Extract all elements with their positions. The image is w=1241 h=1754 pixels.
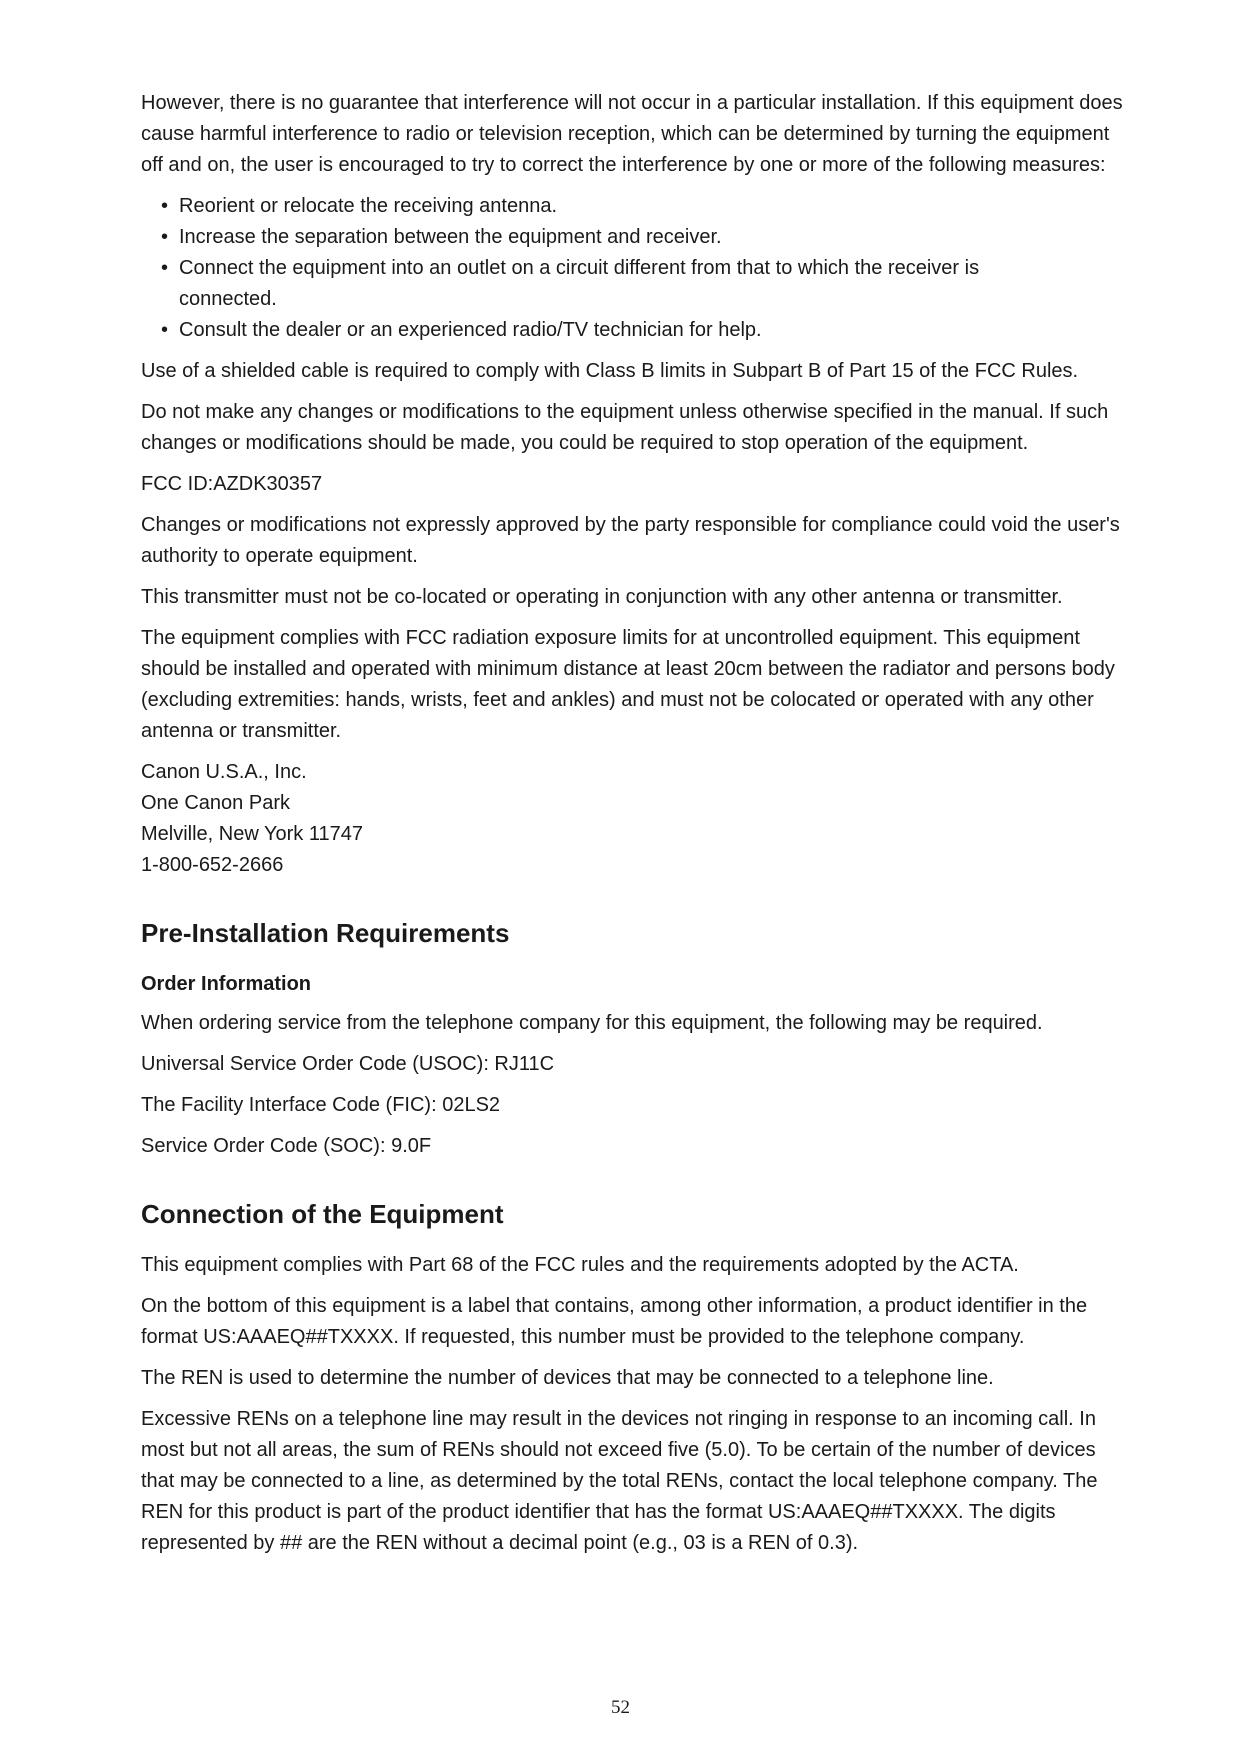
connection-heading: Connection of the Equipment bbox=[141, 1199, 504, 1229]
list-item bbox=[161, 253, 989, 315]
radiation-paragraph: The equipment complies with FCC radiation exposure limits for at uncontrolled equipment. This equipment should be installed and operated with minimum distance at least 20cm between the radiator and persons body (excluding extremities: hands, wrists, feet and ankles) and must not be colocated or operated with any other antenna or transmitter. bbox=[141, 627, 1115, 742]
label-paragraph: On the bottom of this equipment is a label that contains, among other information, a product identifier in the format US:AAAEQ##TXXXX. If requested, this number must be provided to the telephone company. bbox=[141, 1295, 1088, 1348]
part68-paragraph: This equipment complies with Part 68 of the FCC rules and the requirements adopted by the ACTA. bbox=[141, 1254, 1019, 1276]
intro-paragraph: However, there is no guarantee that interference will not occur in a particular installation. If this equipment does cause harmful interference to radio or television reception, which can be determined by turning the equipment off and on, the user is encouraged to try to correct the interference by one or more of the following measures: bbox=[141, 92, 1123, 176]
shielded-cable-paragraph: Use of a shielded cable is required to comply with Class B limits in Subpart B of Part 15 of the FCC Rules. bbox=[141, 360, 1079, 382]
void-authority-paragraph: Changes or modifications not expressly approved by the party responsible for compliance could void the user's authority to operate equipment. bbox=[141, 514, 1120, 567]
fcc-id: FCC ID:AZDK30357 bbox=[141, 473, 323, 495]
list-item bbox=[161, 222, 989, 253]
document-page bbox=[141, 88, 1126, 1569]
bullet-icon: • bbox=[161, 226, 169, 248]
address-company: Canon U.S.A., Inc. bbox=[141, 761, 307, 783]
ren-excessive-paragraph: Excessive RENs on a telephone line may result in the devices not ringing in response to an incoming call. In most but not all areas, the sum of RENs should not exceed five (5.0). To be certain of the number of devices that may be connected to a line, as determined by the total RENs, contact the local telephone company. The REN for this product is part of the product identifier that has the format US:AAAEQ##TXXXX. The digits represented by ## are the REN without a decimal point (e.g., 03 is a REN of 0.3). bbox=[141, 1408, 1098, 1554]
bullet-icon: • bbox=[161, 195, 169, 217]
ordering-paragraph: When ordering service from the telephone company for this equipment, the following may be required. bbox=[141, 1012, 1043, 1034]
fic-line: The Facility Interface Code (FIC): 02LS2 bbox=[141, 1094, 501, 1116]
address-city: Melville, New York 11747 bbox=[141, 823, 363, 845]
usoc-line: Universal Service Order Code (USOC): RJ11C bbox=[141, 1053, 555, 1075]
bullet-icon: • bbox=[161, 257, 169, 279]
measures-list bbox=[141, 191, 1126, 346]
pre-installation-heading: Pre-Installation Requirements bbox=[141, 918, 510, 948]
bullet-icon: • bbox=[161, 319, 169, 341]
list-item-text: Connect the equipment into an outlet on a circuit different from that to which the receiver is connected. bbox=[179, 257, 980, 310]
ren-use-paragraph: The REN is used to determine the number of devices that may be connected to a telephone line. bbox=[141, 1367, 994, 1389]
soc-line: Service Order Code (SOC): 9.0F bbox=[141, 1135, 432, 1157]
no-changes-paragraph: Do not make any changes or modifications to the equipment unless otherwise specified in the manual. If such changes or modifications should be made, you could be required to stop operation of the equipment. bbox=[141, 401, 1109, 454]
company-address bbox=[141, 757, 1126, 881]
address-street: One Canon Park bbox=[141, 792, 290, 814]
co-located-paragraph: This transmitter must not be co-located or operating in conjunction with any other antenna or transmitter. bbox=[141, 586, 1063, 608]
address-phone: 1-800-652-2666 bbox=[141, 854, 284, 876]
list-item-text: Consult the dealer or an experienced radio/TV technician for help. bbox=[179, 319, 762, 341]
list-item-text: Increase the separation between the equipment and receiver. bbox=[179, 226, 722, 248]
list-item-text: Reorient or relocate the receiving antenna. bbox=[179, 195, 558, 217]
page-number: 52 bbox=[611, 1697, 630, 1718]
list-item bbox=[161, 315, 989, 346]
list-item bbox=[161, 191, 989, 222]
order-information-subheading: Order Information bbox=[141, 973, 312, 995]
